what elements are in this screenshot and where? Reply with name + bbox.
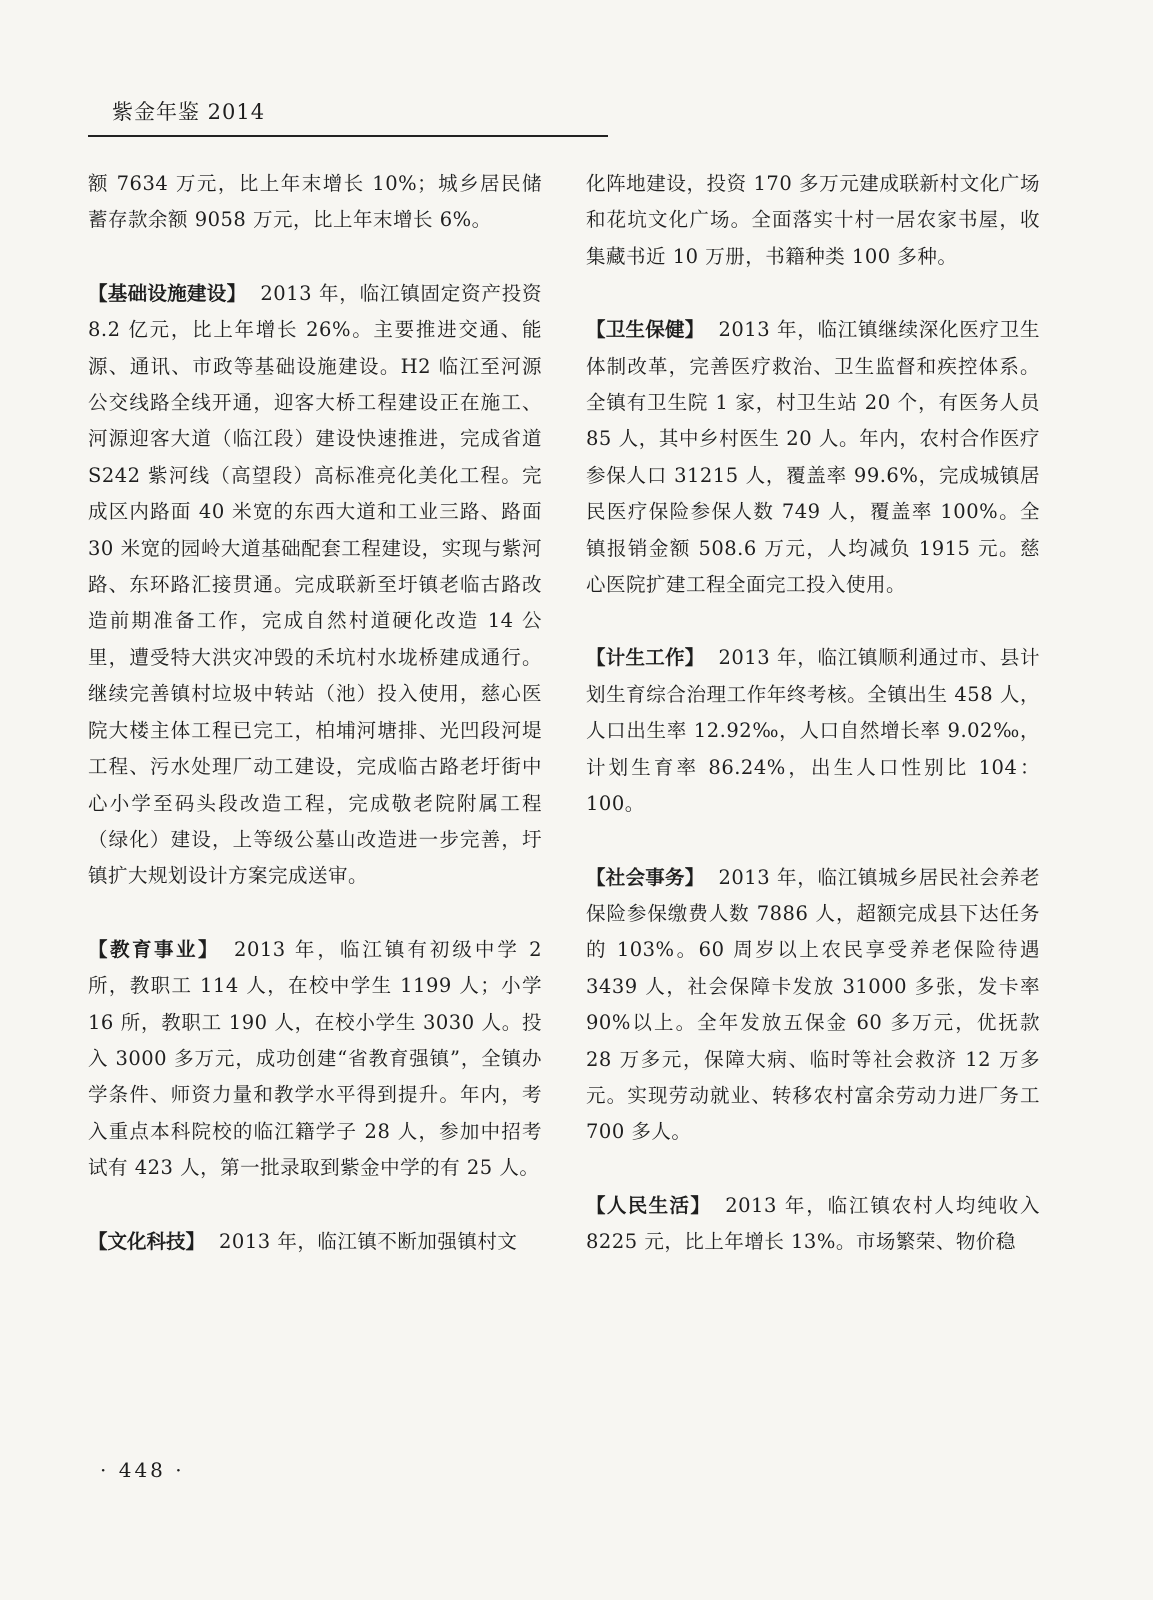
header-rule [88, 135, 608, 137]
section-title: 【计生工作】 [586, 646, 705, 670]
section-education [88, 932, 542, 1187]
section-body: 2013 年，临江镇顺利通过市、县计划生育综合治理工作年终考核。全镇出生 458 人，人口出生率 12.92‰，人口自然增长率 9.02‰，计划生育率 86.24%，出生人口性别比 104：100。 [586, 646, 1040, 816]
section-title: 【社会事务】 [586, 865, 705, 889]
section-title: 【基础设施建设】 [88, 281, 247, 305]
section-body: 2013 年，临江镇继续深化医疗卫生体制改革，完善医疗救治、卫生监督和疾控体系。全镇有卫生院 1 家，村卫生站 20 个，有医务人员 85 人，其中乡村医生 20 人。年内，农村合作医疗参保人口 31215 人，覆盖率 99.6%，完成城镇居民医疗保险参保人数 749 人，覆盖率 100%。全镇报销金额 508.6 万元，人均减负 1915 元。慈心医院扩建工程全面完工投入使用。 [586, 318, 1040, 597]
section-body: 2013 年，临江镇城乡居民社会养老保险参保缴费人数 7886 人，超额完成县下达任务的 103%。60 周岁以上农民享受养老保险待遇 3439 人，社会保障卡发放 31000 多张，发卡率 90%以上。全年发放五保金 60 多万元，优抚款 28 万多元，保障大病、临时等社会救济 12 万多元。实现劳动就业、转移农村富余劳动力进厂务工 700 多人。 [586, 865, 1040, 1144]
section-title: 【教育事业】 [88, 937, 221, 961]
section-body: 2013 年，临江镇有初级中学 2 所，教职工 114 人，在校中学生 1199 人；小学 16 所，教职工 190 人，在校小学生 3030 人。投入 3000 多万元，成功创建“省教育强镇”，全镇办学条件、师资力量和教学水平得到提升。年内，考入重点本科院校的临江籍学子 28 人，参加中招考试有 423 人，第一批录取到紫金中学的有 25 人。 [88, 937, 542, 1180]
page-number: · 448 · [100, 1458, 185, 1482]
running-header: 紫金年鉴 2014 [112, 100, 266, 124]
section-infrastructure [88, 276, 542, 895]
left-column [88, 166, 542, 1260]
right-column [586, 166, 1040, 1261]
section-title: 【文化科技】 [88, 1229, 206, 1253]
section-title: 【卫生保健】 [586, 318, 705, 342]
section-people-life [586, 1188, 1040, 1261]
continuation-paragraph: 额 7634 万元，比上年末增长 10%；城乡居民储蓄存款余额 9058 万元，比上年末增长 6%。 [88, 172, 542, 232]
continuation-paragraph: 化阵地建设，投资 170 多万元建成联新村文化广场和花坑文化广场。全面落实十村一居农家书屋，收集藏书近 10 万册，书籍种类 100 多种。 [586, 172, 1040, 268]
section-social-affairs [586, 860, 1040, 1151]
section-culture-tech [88, 1224, 542, 1260]
section-body: 2013 年，临江镇不断加强镇村文 [219, 1229, 518, 1253]
section-body: 2013 年，临江镇农村人均纯收入 8225 元，比上年增长 13%。市场繁荣、物价稳 [586, 1193, 1040, 1254]
section-title: 【人民生活】 [586, 1193, 712, 1217]
section-family-planning [586, 640, 1040, 822]
section-health [586, 312, 1040, 603]
section-body: 2013 年，临江镇固定资产投资 8.2 亿元，比上年增长 26%。主要推进交通、能源、通讯、市政等基础设施建设。H2 临江至河源公交线路全线开通，迎客大桥工程建设正在施工、河源迎客大道（临江段）建设快速推进，完成省道 S242 紫河线（高望段）高标准亮化美化工程。完成区内路面 40 米宽的东西大道和工业三路、路面 30 米宽的园岭大道基础配套工程建设，实现与紫河路、东环路汇接贯通。完成联新至圩镇老临古路改造前期准备工作，完成自然村道硬化改造 14 公里，遭受特大洪灾冲毁的禾坑村水垅桥建成通行。继续完善镇村垃圾中转站（池）投入使用，慈心医院大楼主体工程已完工，柏埔河塘排、光凹段河堤工程、污水处理厂动工建设，完成临古路老圩街中心小学至码头段改造工程，完成敬老院附属工程（绿化）建设，上等级公墓山改造进一步完善，圩镇扩大规划设计方案完成送审。 [88, 281, 542, 888]
